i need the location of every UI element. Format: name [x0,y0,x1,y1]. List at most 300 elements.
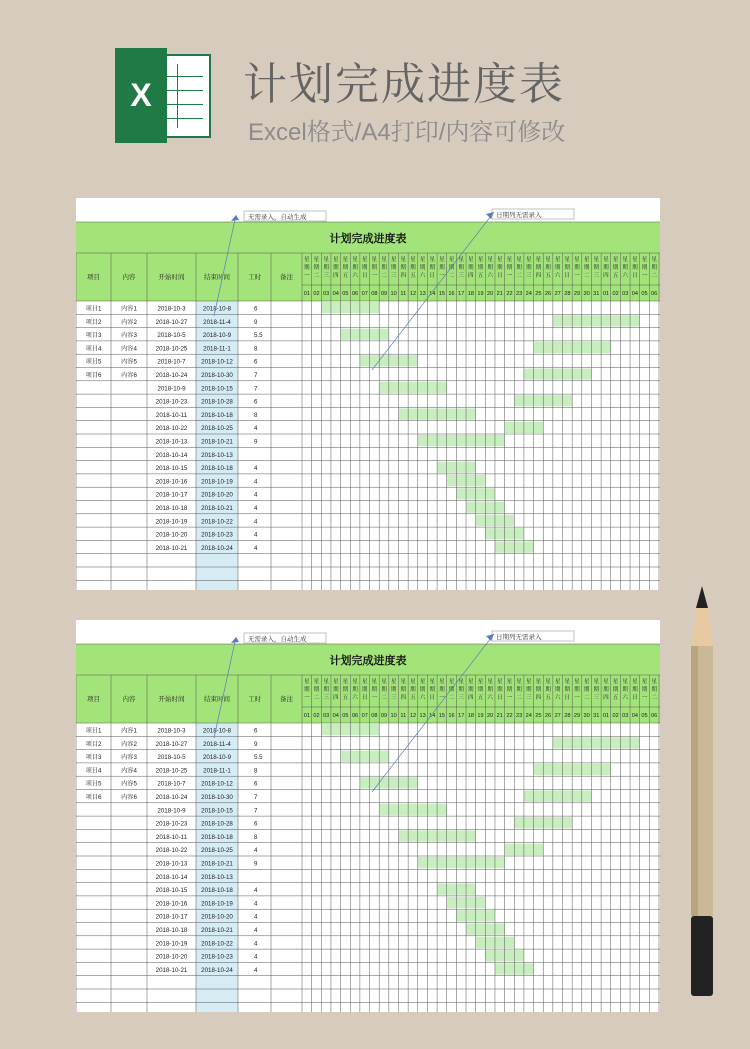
weekday-header: 星期日 [361,257,368,279]
table-cell-end: 2018-11-4 [203,318,231,326]
date-header: 01 [303,291,310,297]
date-header: 29 [573,713,581,719]
date-header: 24 [525,713,532,719]
table-cell-item: 项目6 [85,794,102,801]
table-cell-end: 2018-10-21 [201,505,233,512]
weekday-header: 星期五 [612,257,619,279]
table-cell-start: 2018-10-11 [155,411,188,419]
table-cell-content: 内容3 [121,754,137,762]
table-cell-hours: 7 [254,807,258,815]
date-header: 28 [564,713,571,719]
table-cell-hours: 4 [254,887,258,895]
table-cell-hours: 4 [254,425,258,433]
weekday-header: 星期四 [332,257,339,279]
column-header: 项目 [87,696,100,703]
table-cell-item: 项目2 [85,318,102,326]
table-cell-start: 2018-10-25 [155,767,188,775]
date-header: 05 [641,713,648,719]
table-cell-content: 内容1 [121,727,137,735]
date-header: 24 [525,291,532,297]
table-cell-content: 内容5 [121,780,137,788]
weekday-header: 星期日 [361,679,368,701]
table-cell-end: 2018-10-28 [201,398,233,406]
table-cell-start: 2018-10-20 [155,953,188,961]
excel-logo-letter: X [115,48,167,143]
date-header: 06 [351,713,359,719]
table-cell-content: 内容4 [121,345,137,353]
page-title: 计划完成进度表 [243,60,565,109]
table-cell-hours: 4 [254,465,258,473]
table-cell-start: 2018-10-19 [155,940,188,948]
weekday-header: 星期五 [410,679,416,701]
note-dates-text: 日期列无需录入 [496,634,542,641]
date-header: 16 [448,713,455,719]
note-dates-text: 日期列无需录入 [496,212,542,219]
table-cell-start: 2018-10-18 [155,505,188,512]
date-header: 25 [535,713,542,719]
table-cell-start: 2018-10-27 [155,740,188,748]
table-cell-start: 2018-10-11 [155,833,188,841]
date-header: 19 [477,713,484,719]
date-header: 27 [554,713,561,719]
weekday-header: 星期日 [564,679,571,701]
weekday-header: 星期二 [651,679,657,701]
table-cell-end: 2018-10-23 [201,531,233,539]
table-cell-start: 2018-10-16 [155,478,188,486]
table-cell-hours: 4 [254,940,258,948]
table-cell-end: 2018-10-12 [201,780,233,788]
table-cell-end: 2018-10-8 [202,727,232,735]
table-cell-hours: 6 [254,780,258,788]
column-header: 工时 [248,274,261,281]
date-header: 21 [496,713,503,719]
column-header: 结束时间 [204,696,230,703]
gantt-bar [524,791,592,802]
weekday-header: 星期日 [632,679,638,701]
date-header: 02 [612,291,619,297]
column-header: 备注 [280,696,293,703]
table-cell-hours: 7 [254,385,258,393]
date-header: 07 [361,291,368,297]
table-cell-end: 2018-10-12 [201,358,233,366]
progress-table [76,620,660,1012]
weekday-header: 星期五 [342,679,349,701]
date-header: 01 [602,291,610,297]
date-header: 25 [535,291,542,297]
column-header: 项目 [87,274,100,281]
table-cell-hours: 4 [254,531,258,539]
column-header: 开始时间 [158,696,185,703]
date-header: 04 [332,713,339,719]
weekday-header: 星期六 [352,257,358,279]
date-header: 02 [612,713,619,719]
progress-table [76,198,660,590]
table-cell-start: 2018-10-7 [157,780,186,788]
table-cell-start: 2018-10-22 [155,425,188,433]
date-header: 29 [573,291,581,297]
date-header: 28 [564,291,571,297]
table-cell-start: 2018-10-19 [155,518,188,526]
weekday-header: 星期一 [439,257,445,279]
weekday-header: 星期三 [593,679,600,701]
weekday-header: 星期四 [332,679,339,701]
weekday-header: 星期二 [583,257,590,279]
weekday-header: 星期六 [622,257,629,279]
table-cell-hours: 7 [254,794,258,801]
date-header: 23 [515,291,523,297]
table-cell-start: 2018-10-23 [155,398,188,406]
weekday-header: 星期二 [313,679,320,701]
date-header: 13 [419,291,426,297]
date-header: 18 [467,291,474,297]
table-cell-end: 2018-10-25 [201,847,233,855]
table-cell-hours: 4 [254,505,258,512]
table-cell-hours: 6 [254,305,258,313]
weekday-header: 星期一 [574,257,580,279]
table-cell-end: 2018-10-19 [201,900,233,908]
table-cell-end: 2018-10-15 [201,385,233,393]
table-cell-hours: 4 [254,900,258,908]
table-cell-start: 2018-10-7 [157,358,186,366]
table-cell-hours: 9 [254,438,258,446]
gantt-bar [524,369,592,380]
date-header: 12 [409,713,417,719]
table-cell-start: 2018-10-13 [155,438,188,446]
table-cell-end: 2018-10-21 [201,438,233,446]
table-cell-end: 2018-10-20 [201,913,233,921]
weekday-header: 星期一 [304,679,310,701]
table-cell-hours: 8 [254,345,258,353]
date-header: 02 [313,713,320,719]
column-header: 内容 [122,696,136,703]
weekday-header: 星期四 [603,257,609,279]
weekday-header: 星期四 [400,257,407,279]
weekday-header: 星期二 [516,679,522,701]
table-cell-start: 2018-10-20 [155,531,188,539]
table-cell-end: 2018-10-24 [201,544,233,552]
date-header: 31 [593,713,600,719]
table-cell-start: 2018-10-22 [155,847,188,855]
weekday-header: 星期三 [323,679,329,701]
date-header: 10 [390,291,397,297]
weekday-header: 星期四 [603,679,609,701]
table-cell-content: 内容3 [121,332,137,340]
date-header: 05 [641,291,648,297]
table-cell-end: 2018-10-24 [201,966,233,974]
date-header: 20 [487,291,494,297]
table-cell-start: 2018-10-9 [157,385,186,393]
table-cell-end: 2018-10-19 [201,478,233,486]
date-header: 11 [400,291,407,297]
date-header: 22 [506,713,513,719]
table-cell-content: 内容2 [121,318,137,326]
gantt-bar [341,329,389,340]
table-cell-start: 2018-10-18 [155,927,188,934]
gantt-bar [418,435,505,446]
gantt-bar [553,737,640,748]
date-header: 16 [448,291,455,297]
table-cell-end: 2018-10-9 [202,332,232,340]
weekday-header: 星期三 [458,679,465,701]
table-cell-end: 2018-10-18 [201,411,233,419]
table-cell-start: 2018-10-17 [155,491,188,499]
table-cell-start: 2018-10-21 [155,966,188,974]
weekday-header: 星期一 [371,679,378,701]
table-cell-item: 项目3 [85,754,102,762]
date-header: 03 [622,713,629,719]
weekday-header: 星期日 [496,679,503,701]
table-cell-hours: 4 [254,953,258,961]
weekday-header: 星期日 [496,257,503,279]
table-cell-content: 内容5 [121,358,137,366]
weekday-header: 星期四 [468,257,474,279]
table-cell-item: 项目5 [85,358,102,366]
table-cell-item: 项目4 [85,345,102,353]
weekday-header: 星期六 [622,679,629,701]
table-cell-hours: 8 [254,767,258,775]
table-cell-content: 内容4 [121,767,137,775]
date-header: 04 [332,291,339,297]
weekday-header: 星期六 [419,257,426,279]
table-cell-end: 2018-10-13 [201,451,233,459]
date-header: 04 [631,713,638,719]
date-header: 08 [371,713,378,719]
table-cell-content: 内容6 [121,372,137,379]
table-cell-end: 2018-10-8 [202,305,232,313]
date-header: 06 [651,713,658,719]
date-header: 11 [400,713,407,719]
table-cell-start: 2018-10-27 [155,318,188,326]
date-header: 03 [323,291,330,297]
date-header: 27 [554,291,561,297]
table-cell-start: 2018-10-17 [155,913,188,921]
table-cell-hours: 6 [254,727,258,735]
table-cell-item: 项目6 [85,372,102,379]
date-header: 12 [409,291,417,297]
weekday-header: 星期一 [574,679,580,701]
table-cell-content: 内容1 [121,305,137,313]
weekday-header: 星期三 [525,257,532,279]
table-cell-end: 2018-10-9 [202,754,232,762]
weekday-header: 星期二 [516,257,522,279]
weekday-header: 星期六 [419,679,426,701]
date-header: 10 [390,713,397,719]
weekday-header: 星期六 [554,257,561,279]
table-cell-item: 项目1 [85,727,102,735]
table-cell-end: 2018-10-28 [201,820,233,828]
table-cell-start: 2018-10-14 [155,873,188,881]
table-cell-start: 2018-10-21 [155,544,188,552]
date-header: 05 [342,291,349,297]
table-cell-end: 2018-10-21 [201,860,233,868]
date-header: 23 [515,713,523,719]
table-cell-start: 2018-10-5 [157,754,186,762]
gantt-bar [418,857,505,868]
gantt-bar [379,382,447,393]
date-header: 17 [458,713,465,719]
table-cell-end: 2018-10-22 [201,518,233,526]
weekday-header: 星期三 [525,679,532,701]
column-header: 内容 [122,274,136,281]
weekday-header: 星期三 [593,257,600,279]
weekday-header: 星期日 [429,679,436,701]
weekday-header: 星期二 [381,679,387,701]
date-header: 03 [622,291,629,297]
weekday-header: 星期五 [612,679,619,701]
date-header: 15 [438,291,446,297]
table-cell-content: 内容2 [121,740,137,748]
note-auto-text: 无需录入，自动生成 [248,214,307,221]
date-header: 06 [351,291,359,297]
table-cell-hours: 6 [254,820,258,828]
date-header: 09 [380,713,388,719]
table-cell-hours: 6 [254,398,258,406]
table-cell-hours: 4 [254,544,258,552]
table-cell-hours: 4 [254,518,258,526]
date-header: 01 [303,713,310,719]
date-header: 02 [313,291,320,297]
weekday-header: 星期六 [487,257,493,279]
note-auto-text: 无需录入，自动生成 [248,636,307,643]
date-header: 07 [361,713,368,719]
date-header: 01 [602,713,610,719]
weekday-header: 星期三 [458,257,465,279]
date-header: 08 [371,291,378,297]
weekday-header: 星期三 [390,679,397,701]
table-cell-hours: 4 [254,478,258,486]
table-cell-end: 2018-10-18 [201,887,233,895]
spreadsheet-preview-1 [76,198,660,590]
weekday-header: 星期四 [535,679,542,701]
date-header: 18 [467,713,474,719]
weekday-header: 星期五 [477,679,484,701]
table-cell-end: 2018-10-15 [201,807,233,815]
date-header: 15 [438,713,446,719]
table-cell-hours: 8 [254,833,258,841]
column-header: 工时 [248,696,261,703]
table-cell-start: 2018-10-24 [155,372,188,379]
weekday-header: 星期日 [632,257,638,279]
table-cell-hours: 5.5 [254,332,263,340]
table-cell-start: 2018-10-3 [157,305,186,313]
weekday-header: 星期一 [439,679,445,701]
date-header: 30 [583,291,590,297]
table-cell-start: 2018-10-15 [155,465,188,473]
weekday-header: 星期三 [323,257,329,279]
date-header: 05 [342,713,349,719]
weekday-header: 星期四 [400,679,407,701]
table-cell-hours: 7 [254,372,258,379]
date-header: 04 [631,291,638,297]
weekday-header: 星期日 [564,257,571,279]
table-cell-start: 2018-10-9 [157,807,186,815]
date-header: 30 [583,713,590,719]
date-header: 20 [487,713,494,719]
weekday-header: 星期二 [313,257,320,279]
table-cell-end: 2018-10-18 [201,833,233,841]
pencil-icon [688,586,716,1006]
table-cell-hours: 4 [254,847,258,855]
weekday-header: 星期二 [651,257,657,279]
table-cell-end: 2018-11-1 [203,345,231,353]
weekday-header: 星期三 [390,257,397,279]
weekday-header: 星期一 [371,257,378,279]
weekday-header: 星期一 [641,679,648,701]
weekday-header: 星期四 [535,257,542,279]
weekday-header: 星期五 [545,257,551,279]
table-cell-hours: 4 [254,966,258,974]
table-cell-start: 2018-10-23 [155,820,188,828]
date-header: 31 [593,291,600,297]
table-cell-start: 2018-10-16 [155,900,188,908]
table-cell-end: 2018-10-23 [201,953,233,961]
table-cell-item: 项目5 [85,780,102,788]
table-cell-hours: 9 [254,740,258,748]
date-header: 21 [496,291,503,297]
weekday-header: 星期六 [352,679,358,701]
weekday-header: 星期五 [410,257,416,279]
table-cell-end: 2018-10-18 [201,465,233,473]
table-cell-start: 2018-10-24 [155,794,188,801]
date-header: 26 [544,291,552,297]
table-cell-start: 2018-10-25 [155,345,188,353]
gantt-bar [553,315,640,326]
table-cell-start: 2018-10-13 [155,860,188,868]
excel-icon [115,48,213,143]
weekday-header: 星期二 [583,679,590,701]
table-cell-hours: 5.5 [254,754,263,762]
column-header: 开始时间 [158,274,185,281]
column-header: 结束时间 [204,274,230,281]
table-cell-hours: 6 [254,358,258,366]
table-cell-end: 2018-10-30 [201,794,233,801]
sheet-title: 计划完成进度表 [329,233,407,245]
weekday-header: 星期四 [468,679,474,701]
table-cell-start: 2018-10-5 [157,332,186,340]
gantt-bar [379,804,447,815]
weekday-header: 星期五 [477,257,484,279]
weekday-header: 星期一 [506,679,513,701]
date-header: 09 [380,291,388,297]
table-cell-item: 项目1 [85,305,102,313]
weekday-header: 星期六 [487,679,493,701]
table-cell-item: 项目4 [85,767,102,775]
weekday-header: 星期一 [641,257,648,279]
weekday-header: 星期二 [381,257,387,279]
table-cell-end: 2018-10-22 [201,940,233,948]
table-cell-item: 项目2 [85,740,102,748]
table-cell-content: 内容6 [121,794,137,801]
table-cell-start: 2018-10-14 [155,451,188,459]
weekday-header: 星期二 [448,679,455,701]
table-cell-hours: 9 [254,860,258,868]
date-header: 26 [544,713,552,719]
date-header: 06 [651,291,658,297]
table-cell-hours: 4 [254,913,258,921]
date-header: 19 [477,291,484,297]
weekday-header: 星期二 [448,257,455,279]
date-header: 17 [458,291,465,297]
table-cell-hours: 8 [254,411,258,419]
table-cell-end: 2018-11-1 [203,767,231,775]
weekday-header: 星期日 [429,257,436,279]
weekday-header: 星期六 [554,679,561,701]
gantt-bar [341,751,389,762]
table-cell-hours: 4 [254,927,258,934]
date-header: 14 [429,291,436,297]
weekday-header: 星期一 [304,257,310,279]
table-cell-end: 2018-11-4 [203,740,231,748]
